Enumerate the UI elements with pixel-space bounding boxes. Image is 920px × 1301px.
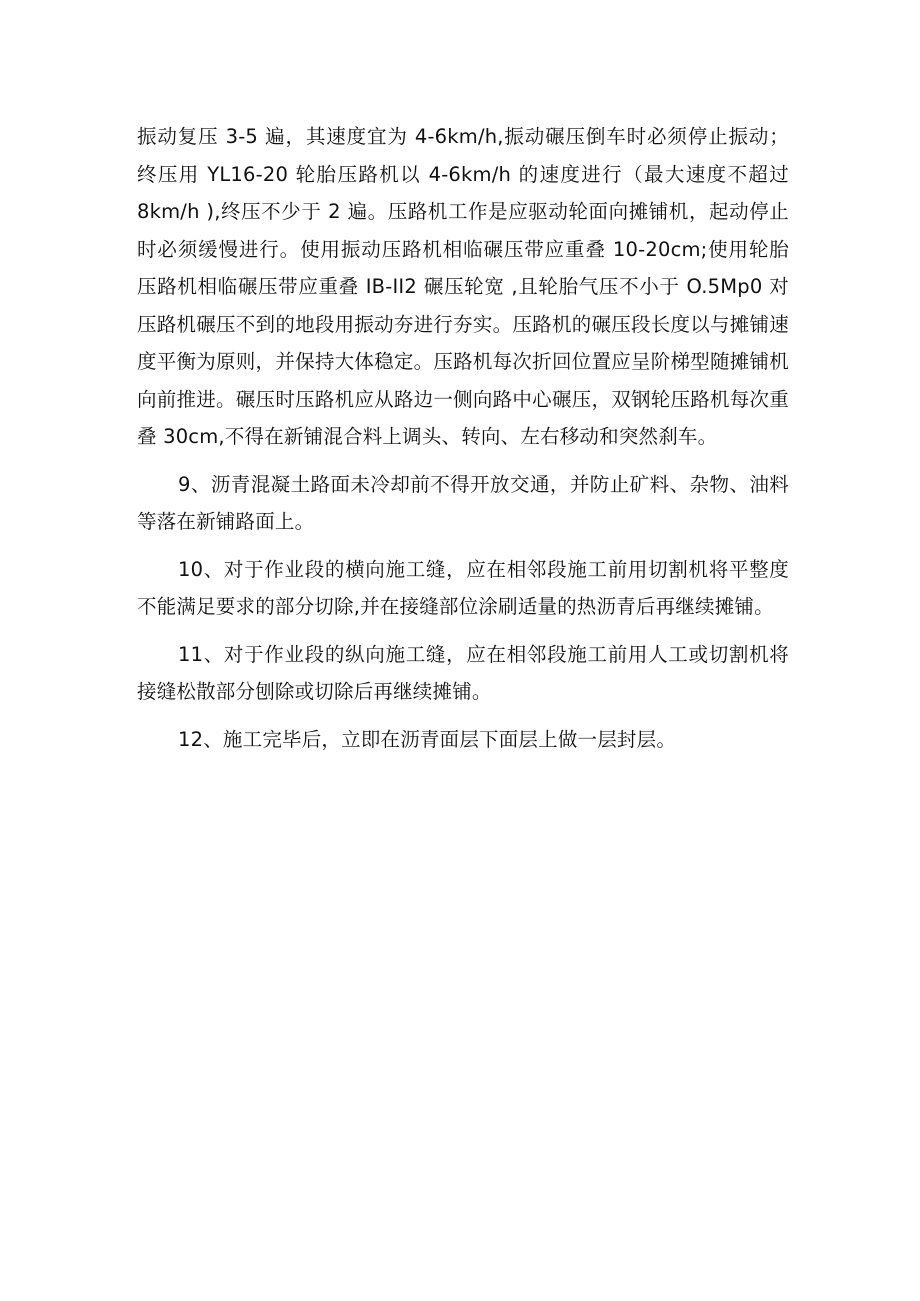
paragraph-item-10: 10、对于作业段的横向施工缝，应在相邻段施工前用切割机将平整度不能满足要求的部分切除,并在接缝部位涂刷适量的热沥青后再继续摊铺。 xyxy=(137,557,789,618)
paragraph-compaction-continued: 振动复压 3-5 遍，其速度宜为 4-6km/h,振动碾压倒车时必须停止振动；终压用 YL16-20 轮胎压路机以 4-6km/h 的速度进行（最大速度不超过 8km/h ),终压不少于 2 遍。压路机工作是应驱动轮面向摊铺机，起动停止时必须缓慢进行。使用振动压路机相临碾压带应重叠 10-20cm;使用轮胎压路机相临碾压带应重叠 IB-II2 碾压轮宽 ,且轮胎气压不小于 O.5Mp0 对压路机碾压不到的地段用振动夯进行夯实。压路机的碾压段长度以与摊铺速度平衡为原则，并保持大体稳定。压路机每次折回位置应呈阶梯型随摊铺机向前推进。碾压时压路机应从路边一侧向路中心碾压，双钢轮压路机每次重叠 30cm,不得在新铺混合料上调头、转向、左右移动和突然刹车。 xyxy=(137,125,789,448)
paragraph-item-9: 9、沥青混凝土路面未冷却前不得开放交通，并防止矿料、杂物、油料等落在新铺路面上。 xyxy=(137,472,789,533)
document-body xyxy=(137,118,789,758)
paragraph-item-12: 12、施工完毕后，立即在沥青面层下面层上做一层封层。 xyxy=(178,727,677,751)
paragraph-item-11: 11、对于作业段的纵向施工缝，应在相邻段施工前用人工或切割机将接缝松散部分刨除或切除后再继续摊铺。 xyxy=(137,642,789,703)
